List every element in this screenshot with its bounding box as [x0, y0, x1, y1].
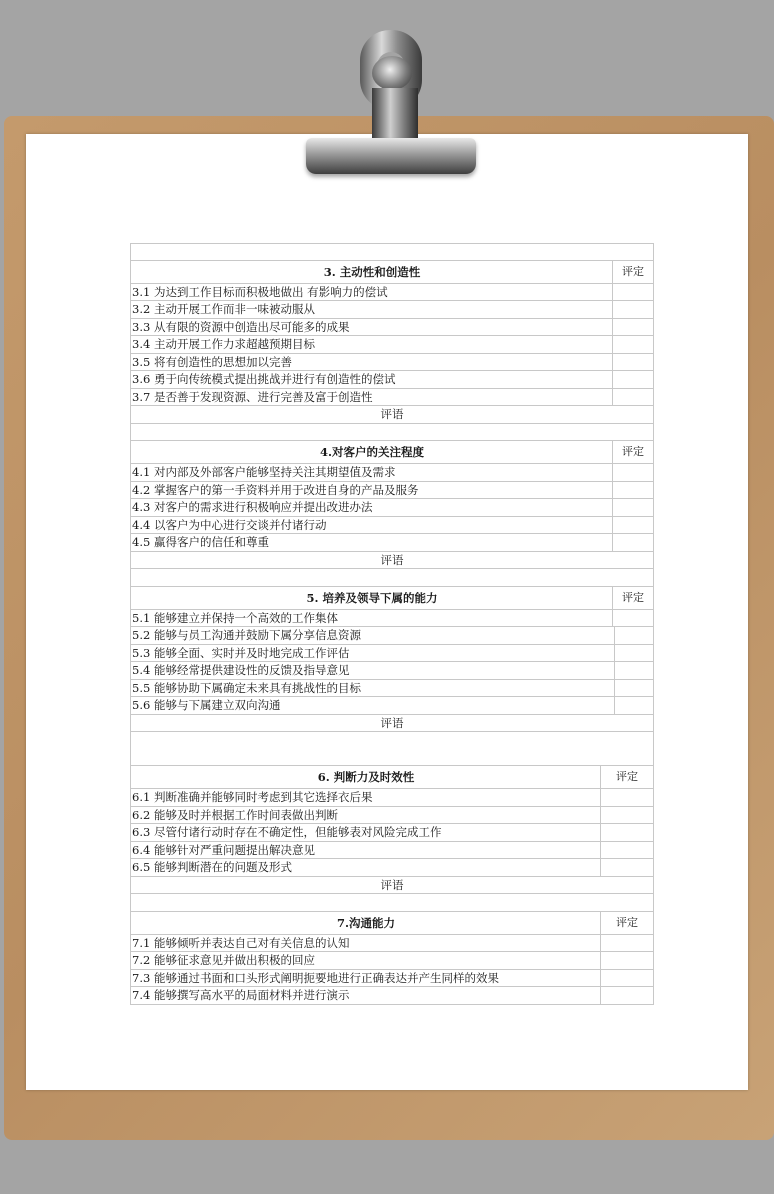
criteria-row — [130, 662, 654, 680]
criteria-text: 6.3 尽管付诸行动时存在不确定性，但能够表对风险完成工作 — [132, 825, 442, 839]
score-cell[interactable] — [600, 987, 653, 1004]
criteria-row — [130, 534, 654, 552]
criteria-text: 6.2 能够及时并根据工作时间表做出判断 — [132, 807, 338, 822]
criteria-row — [130, 354, 654, 372]
clip-jaw — [306, 138, 476, 174]
spacer-row — [130, 424, 654, 442]
criteria-text: 7.4 能够撰写高水平的局面材料并进行演示 — [132, 988, 350, 1002]
criteria-text: 4.5 赢得客户的信任和尊重 — [132, 535, 269, 549]
score-cell[interactable] — [614, 627, 653, 644]
criteria-text: 6.5 能够判断潜在的问题及形式 — [132, 860, 292, 874]
criteria-text: 3.5 将有创造性的思想加以完善 — [132, 354, 292, 369]
score-cell[interactable] — [612, 301, 653, 318]
criteria-text: 6.4 能够针对严重问题提出解决意见 — [132, 842, 315, 857]
criteria-row — [130, 697, 654, 715]
criteria-row — [130, 499, 654, 517]
criteria-row — [130, 859, 654, 877]
comment-label: 评语 — [380, 877, 404, 892]
comment-row[interactable] — [130, 715, 654, 733]
spacer-row — [130, 243, 654, 261]
criteria-row — [130, 824, 654, 842]
score-cell[interactable] — [612, 319, 653, 336]
score-cell[interactable] — [612, 499, 653, 516]
criteria-row — [130, 336, 654, 354]
criteria-text: 3.4 主动开展工作力求超越预期目标 — [132, 337, 315, 351]
criteria-text: 4.1 对内部及外部客户能够坚持关注其期望值及需求 — [132, 465, 396, 479]
criteria-text: 3.3 从有限的资源中创造出尽可能多的成果 — [132, 319, 350, 334]
score-cell[interactable] — [612, 389, 653, 406]
criteria-row — [130, 610, 654, 628]
score-cell[interactable] — [600, 859, 653, 876]
section-header — [130, 261, 654, 284]
criteria-row — [130, 987, 654, 1005]
comment-label: 评语 — [380, 715, 404, 730]
score-cell[interactable] — [612, 336, 653, 353]
criteria-text: 5.4 能够经常提供建设性的反馈及指导意见 — [132, 663, 350, 677]
criteria-row — [130, 627, 654, 645]
score-cell[interactable] — [600, 842, 653, 859]
criteria-text: 3.1 为达到工作目标而积极地做出 有影响力的偿试 — [132, 284, 388, 299]
section-header — [130, 912, 654, 935]
criteria-text: 7.2 能够征求意见并做出积极的回应 — [132, 953, 315, 967]
score-cell[interactable] — [612, 354, 653, 371]
score-cell[interactable] — [612, 284, 653, 301]
comment-label: 评语 — [380, 552, 404, 567]
score-cell[interactable] — [600, 824, 653, 841]
criteria-text: 5.6 能够与下属建立双向沟通 — [132, 698, 281, 712]
spacer-row — [130, 894, 654, 912]
section-header — [130, 441, 654, 464]
criteria-row — [130, 645, 654, 663]
score-cell[interactable] — [612, 610, 653, 627]
section-title: 6. 判断力及时效性 — [317, 770, 415, 784]
criteria-text: 5.5 能够协助下属确定未来具有挑战性的目标 — [132, 680, 361, 695]
criteria-row — [130, 935, 654, 953]
score-cell[interactable] — [600, 952, 653, 969]
section-header — [130, 587, 654, 610]
criteria-row — [130, 319, 654, 337]
comment-row[interactable] — [130, 877, 654, 895]
score-cell[interactable] — [614, 662, 653, 679]
spacer-row — [130, 569, 654, 587]
section-title: 4.对客户的关注程度 — [319, 445, 424, 459]
criteria-text: 3.6 勇于向传统模式提出挑战并进行有创造性的偿试 — [132, 372, 396, 386]
criteria-text: 6.1 判断准确并能够同时考虑到其它选择衣后果 — [132, 790, 373, 804]
criteria-text: 7.1 能够倾听并表达自己对有关信息的认知 — [132, 935, 350, 950]
criteria-text: 5.1 能够建立并保持一个高效的工作集体 — [132, 610, 338, 625]
score-column-header: 评定 — [612, 587, 653, 609]
criteria-text: 4.2 掌握客户的第一手资料并用于改进自身的产品及服务 — [132, 482, 419, 497]
criteria-row — [130, 842, 654, 860]
comment-row[interactable] — [130, 552, 654, 570]
section-title: 3. 主动性和创造性 — [323, 264, 421, 279]
score-cell[interactable] — [600, 935, 653, 952]
score-cell[interactable] — [612, 517, 653, 534]
score-cell[interactable] — [612, 464, 653, 481]
comment-label: 评语 — [380, 407, 404, 421]
score-cell[interactable] — [614, 697, 653, 714]
criteria-row — [130, 807, 654, 825]
criteria-text: 4.3 对客户的需求进行积极响应并提出改进办法 — [132, 500, 373, 514]
criteria-row — [130, 970, 654, 988]
criteria-text: 3.2 主动开展工作而非一味被动服从 — [132, 302, 315, 316]
criteria-text: 3.7 是否善于发现资源、进行完善及富于创造性 — [132, 389, 373, 404]
score-cell[interactable] — [612, 482, 653, 499]
comment-row[interactable] — [130, 406, 654, 424]
spacer-row — [130, 732, 654, 766]
score-cell[interactable] — [612, 534, 653, 551]
section-title: 5. 培养及领导下属的能力 — [306, 590, 438, 605]
criteria-row — [130, 680, 654, 698]
criteria-row — [130, 517, 654, 535]
clip-neck — [372, 88, 418, 144]
score-column-header: 评定 — [600, 766, 653, 788]
score-column-header: 评定 — [612, 261, 653, 283]
criteria-row — [130, 952, 654, 970]
criteria-text: 4.4 以客户为中心进行交谈并付诸行动 — [132, 517, 327, 532]
criteria-text: 7.3 能够通过书面和口头形式阐明扼要地进行正确表达并产生同样的效果 — [132, 970, 499, 985]
criteria-row — [130, 284, 654, 302]
score-cell[interactable] — [600, 970, 653, 987]
evaluation-form — [130, 243, 654, 1005]
criteria-row — [130, 301, 654, 319]
score-cell[interactable] — [600, 807, 653, 824]
score-column-header: 评定 — [600, 912, 653, 934]
score-cell[interactable] — [612, 371, 653, 388]
criteria-text: 5.2 能够与员工沟通并鼓励下属分享信息资源 — [132, 628, 361, 642]
score-cell[interactable] — [614, 680, 653, 697]
score-cell[interactable] — [614, 645, 653, 662]
score-cell[interactable] — [600, 789, 653, 806]
criteria-row — [130, 482, 654, 500]
criteria-row — [130, 371, 654, 389]
criteria-row — [130, 789, 654, 807]
criteria-text: 5.3 能够全面、实时并及时地完成工作评估 — [132, 645, 350, 660]
section-header — [130, 766, 654, 789]
criteria-row — [130, 389, 654, 407]
clip-rivet — [372, 56, 412, 90]
criteria-row — [130, 464, 654, 482]
score-column-header: 评定 — [612, 441, 653, 463]
section-title: 7.沟通能力 — [336, 915, 395, 930]
